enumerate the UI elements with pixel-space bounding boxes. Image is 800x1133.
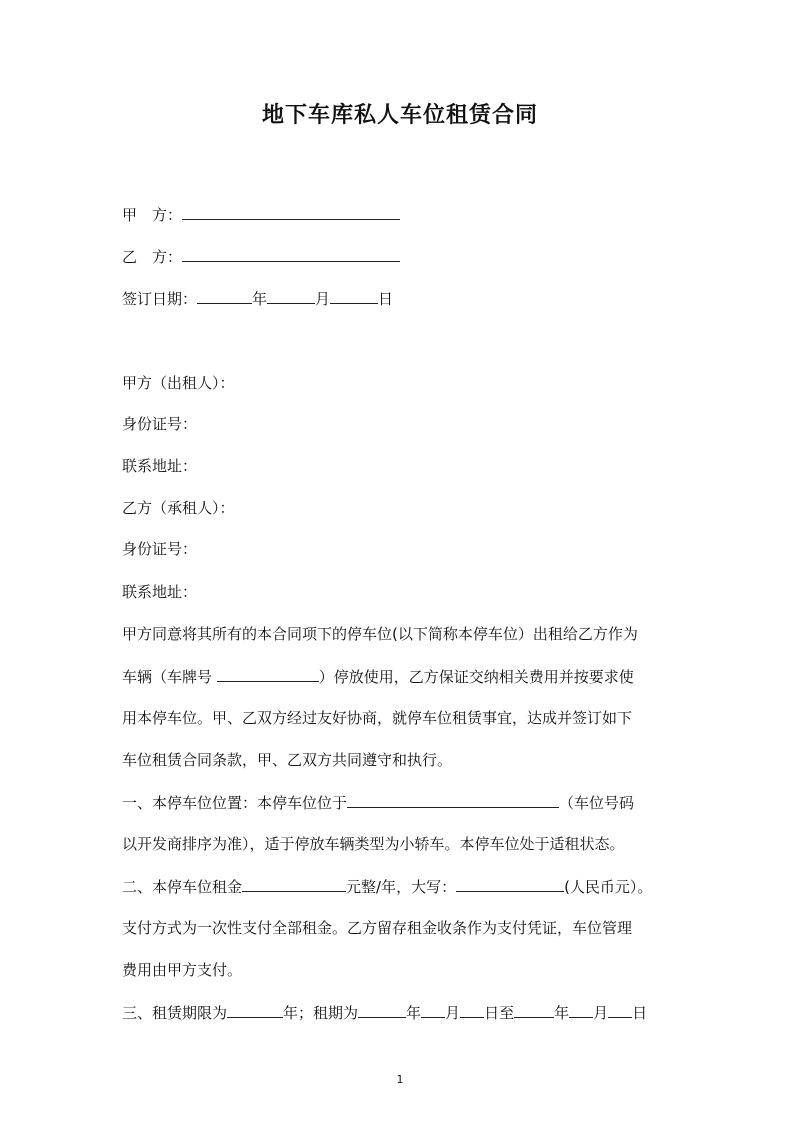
clause-3-text: 月 [445, 1004, 461, 1022]
end-month-blank[interactable] [569, 1002, 593, 1018]
sign-month-blank[interactable] [267, 288, 315, 304]
start-month-blank[interactable] [421, 1002, 445, 1018]
plate-label: 车辆（车牌号 [122, 668, 217, 686]
rent-amount-blank[interactable] [242, 876, 346, 892]
clause-2-line [122, 876, 652, 897]
end-day-blank[interactable] [608, 1002, 632, 1018]
end-year-blank[interactable] [514, 1002, 554, 1018]
clause-1-text: （车位号码 [559, 794, 635, 812]
start-day-blank[interactable] [460, 1002, 484, 1018]
clause-2-text: 二、本停车位租金 [122, 878, 243, 896]
clause-3-text: 日至 [484, 1004, 515, 1022]
party-b-label: 乙 方： [122, 248, 183, 266]
clause-3-text: 年 [406, 1004, 422, 1022]
page-title: 地下车库私人车位租赁合同 [261, 103, 538, 128]
party-b-line [122, 246, 400, 267]
clause-2-text: 元整/年，大写： [346, 878, 457, 896]
page-number: 1 [396, 1073, 404, 1086]
clause-3-text: 年；租期为 [283, 1004, 359, 1022]
clause-2-text: (人民币元）。 [564, 878, 653, 896]
party-a-blank[interactable] [182, 204, 400, 220]
clause-3-text: 日 [632, 1004, 648, 1022]
clause-1-text: 一、本停车位位置：本停车位位于 [122, 794, 348, 812]
addr-a-label: 联系地址： [122, 457, 198, 475]
plate-number-blank[interactable] [217, 666, 319, 682]
paragraph-line: 车位租赁合同条款，甲、乙双方共同遵守和执行。 [122, 751, 453, 769]
sign-year-blank[interactable] [197, 288, 252, 304]
sign-day-blank[interactable] [330, 288, 378, 304]
day-label: 日 [378, 290, 394, 308]
paragraph-line: 甲方同意将其所有的本合同项下的停车位(以下简称本停车位）出租给乙方作为 [122, 625, 638, 643]
lessor-label: 甲方（出租人）： [122, 374, 235, 392]
clause-3-line [122, 1002, 647, 1023]
location-blank[interactable] [347, 792, 559, 808]
clause-2-line: 费用由甲方支付。 [122, 961, 243, 979]
clause-1-line: 以开发商排序为准），适于停放车辆类型为小轿车。本停车位处于适租状态。 [122, 835, 625, 853]
paragraph-line: 用本停车位。甲、乙双方经过友好协商，就停车位租赁事宜，达成并签订如下 [122, 709, 633, 727]
clause-3-text: 三、租赁期限为 [122, 1004, 228, 1022]
month-label: 月 [315, 290, 331, 308]
clause-2-line: 支付方式为一次性支付全部租金。乙方留存租金收条作为支付凭证，车位管理 [122, 919, 633, 937]
term-years-blank[interactable] [227, 1002, 283, 1018]
paragraph-text: ）停放使用，乙方保证交纳相关费用并按要求使 [318, 668, 634, 686]
start-year-blank[interactable] [358, 1002, 406, 1018]
lessee-label: 乙方（承租人）： [122, 499, 235, 517]
id-b-label: 身份证号： [122, 540, 198, 558]
paragraph-line [122, 666, 634, 687]
party-b-blank[interactable] [182, 246, 400, 262]
clause-3-text: 月 [593, 1004, 609, 1022]
id-a-label: 身份证号： [122, 415, 198, 433]
rent-uppercase-blank[interactable] [456, 876, 564, 892]
addr-b-label: 联系地址： [122, 583, 198, 601]
clause-1-line [122, 792, 634, 813]
year-label: 年 [252, 290, 268, 308]
party-a-label: 甲 方： [122, 206, 183, 224]
party-a-line [122, 204, 400, 225]
clause-3-text: 年 [554, 1004, 570, 1022]
sign-date-label: 签订日期： [122, 290, 198, 308]
sign-date-line [122, 288, 393, 309]
